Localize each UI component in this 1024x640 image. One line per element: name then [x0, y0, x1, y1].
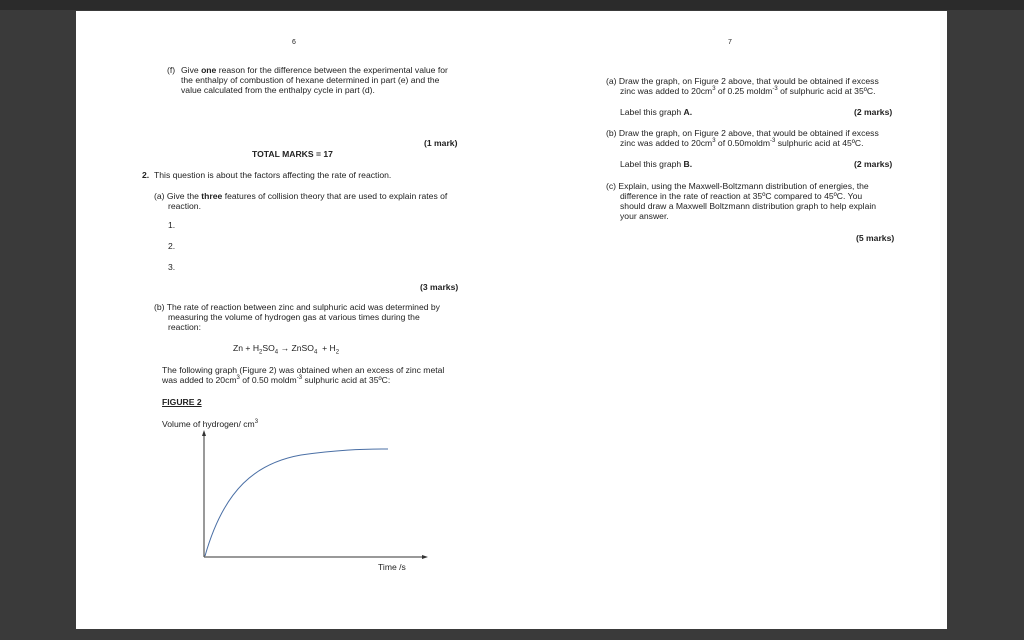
q2b-line-1: (b) The rate of reaction between zinc and sulphuric acid was determined by: [154, 302, 440, 312]
b-text: zinc was added to 20cm: [620, 138, 713, 148]
intro-sup: -3: [296, 375, 303, 382]
answer-item-2: 2.: [168, 241, 176, 251]
eq-part: SO: [262, 343, 275, 353]
b-sup: 3: [712, 138, 716, 145]
figure-2-label: FIGURE 2: [162, 397, 202, 407]
eq-sub: 4: [313, 349, 318, 356]
graph-b-label: B.: [683, 159, 693, 169]
q2a-bold-three: three: [201, 191, 223, 201]
q2b-line-2: measuring the volume of hydrogen gas at various times during the: [168, 312, 420, 322]
eq-sub: 4: [274, 349, 279, 356]
answer-item-1: 1.: [168, 220, 176, 230]
figure-2-graph: [196, 429, 436, 579]
q2-number: 2.: [142, 170, 150, 180]
left-page-number: 6: [292, 39, 296, 46]
q1f-label: (f): [167, 65, 176, 75]
a-text: of sulphuric acid at 35ºC.: [777, 86, 876, 96]
q1f-line-2: the enthalpy of combustion of hexane determined in part (e) and the: [181, 75, 440, 85]
x-axis-label: Time /s: [378, 562, 406, 572]
q2a-line-2: reaction.: [168, 201, 201, 211]
q2c-a-line-1: (a) Draw the graph, on Figure 2 above, that would be obtained if excess: [606, 76, 879, 86]
q2c-b-line-1: (b) Draw the graph, on Figure 2 above, that would be obtained if excess: [606, 128, 879, 138]
q1f-bold-one: one: [201, 65, 217, 75]
answer-item-3: 3.: [168, 262, 176, 272]
q2c-c-line-3: should draw a Maxwell Boltzmann distribution graph to help explain: [620, 201, 877, 211]
a-text: zinc was added to 20cm: [620, 86, 713, 96]
q1f-line-1: [181, 65, 448, 76]
x-axis-arrowhead: [422, 555, 428, 559]
eq-part: + H: [322, 343, 336, 353]
q2c-a-line-2: [620, 86, 875, 97]
q2c-a-label-instruction: [620, 107, 692, 118]
b-label-text: Label this graph: [620, 159, 684, 169]
q2c-c-line-1: (c) Explain, using the Maxwell-Boltzmann distribution of energies, the: [606, 181, 869, 191]
a-text: of 0.25 moldm: [715, 86, 773, 96]
q1f-text-rest: reason for the difference between the experimental value for: [216, 65, 448, 75]
b-sup: -3: [770, 138, 776, 145]
q2-intro: This question is about the factors affecting the rate of reaction.: [154, 170, 392, 180]
eq-part: Zn + H: [233, 343, 260, 353]
a-label-text: Label this graph: [620, 107, 684, 117]
b-text: sulphuric acid at 45ºC.: [775, 138, 864, 148]
rate-curve: [205, 449, 388, 556]
viewer-top-bar: [0, 0, 1024, 10]
intro-sup: 3: [236, 375, 240, 382]
y-axis-sup: 3: [254, 419, 259, 426]
document-spread: [76, 11, 947, 629]
q2a-marks: (3 marks): [420, 282, 459, 292]
q1f-marks: (1 mark): [424, 138, 458, 148]
q2c-b-marks: (2 marks): [854, 159, 893, 169]
q2a-text: (a) Give the: [154, 191, 202, 201]
q2c-b-line-2: [620, 138, 864, 149]
right-page-number: 7: [728, 39, 732, 46]
graph-intro-line-2: [162, 375, 390, 386]
a-sup: -3: [772, 86, 778, 93]
q2c-c-line-2: difference in the rate of reaction at 35ºC compared to 45ºC. You: [620, 191, 863, 201]
q2c-c-line-4: your answer.: [620, 211, 669, 221]
graph-intro-line-1: The following graph (Figure 2) was obtained when an excess of zinc metal: [162, 365, 445, 375]
intro-text: was added to 20cm: [162, 375, 237, 385]
reaction-arrow: →: [280, 343, 290, 353]
q1f-text: Give: [181, 65, 202, 75]
q2c-a-marks: (2 marks): [854, 107, 893, 117]
y-axis-arrowhead: [202, 430, 206, 436]
intro-text: sulphuric acid at 35ºC:: [302, 375, 391, 385]
graph-a-label: A.: [683, 107, 693, 117]
y-axis-label: [162, 419, 258, 430]
eq-sub: 2: [259, 349, 263, 356]
b-text: of 0.50moldm: [715, 138, 771, 148]
intro-text: of 0.50 moldm: [239, 375, 297, 385]
chemical-equation: [233, 343, 339, 354]
q1f-line-3: value calculated from the enthalpy cycle in part (d).: [181, 85, 375, 95]
total-marks: TOTAL MARKS = 17: [252, 149, 333, 159]
q2b-line-3: reaction:: [168, 322, 201, 332]
y-axis-text: Volume of hydrogen/ cm: [162, 419, 255, 429]
eq-sub: 2: [335, 349, 340, 356]
q2c-b-label-instruction: [620, 159, 692, 170]
q2a-line-1: [154, 191, 447, 202]
q2c-c-marks: (5 marks): [856, 233, 895, 243]
eq-part: ZnSO: [291, 343, 314, 353]
a-sup: 3: [712, 86, 716, 93]
q2a-text-rest: features of collision theory that are used to explain rates of: [222, 191, 448, 201]
